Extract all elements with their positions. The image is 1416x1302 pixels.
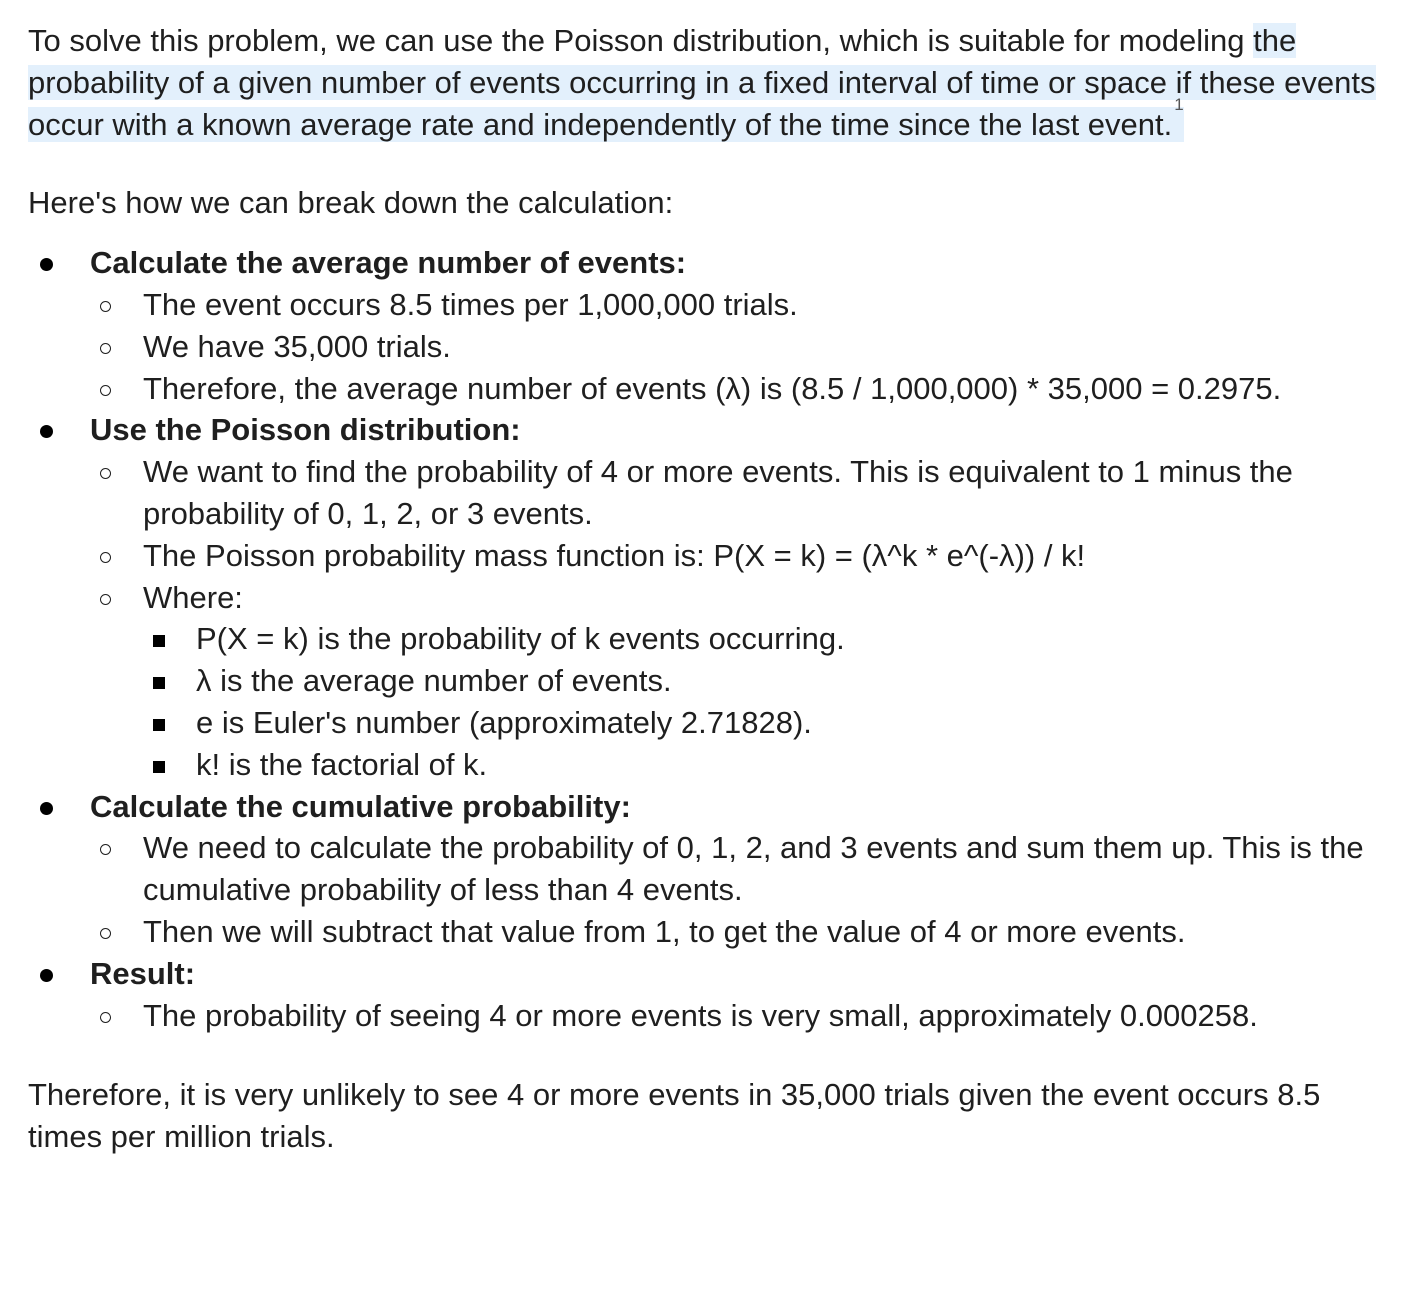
disc-bullet-icon bbox=[40, 425, 53, 438]
sub-item bbox=[90, 451, 1398, 535]
circle-bullet-icon bbox=[100, 594, 111, 605]
sub-item-text: We have 35,000 trials. bbox=[143, 328, 451, 364]
circle-bullet-icon bbox=[100, 385, 111, 396]
definition-item bbox=[143, 702, 1398, 744]
circle-bullet-icon bbox=[100, 552, 111, 563]
definition-item bbox=[143, 744, 1398, 786]
circle-bullet-icon bbox=[100, 844, 111, 855]
circle-bullet-icon bbox=[100, 343, 111, 354]
sub-item bbox=[90, 326, 1398, 368]
definition-text: e is Euler's number (approximately 2.71828). bbox=[196, 704, 812, 740]
sub-item bbox=[90, 911, 1398, 953]
disc-bullet-icon bbox=[40, 802, 53, 815]
sub-item-text: We need to calculate the probability of 0, 1, 2, and 3 events and sum them up. This is the cumulative probability of less than 4 events. bbox=[143, 830, 1364, 908]
steps-list bbox=[28, 242, 1398, 1036]
step-heading: Use the Poisson distribution: bbox=[90, 412, 521, 448]
disc-bullet-icon bbox=[40, 258, 53, 271]
circle-bullet-icon bbox=[100, 1012, 111, 1023]
sub-item-text: Therefore, the average number of events (λ) is (8.5 / 1,000,000) * 35,000 = 0.2975. bbox=[143, 370, 1282, 406]
sub-item bbox=[90, 368, 1398, 410]
sub-item-text: Where: bbox=[143, 579, 243, 615]
intro-paragraph bbox=[28, 20, 1398, 145]
sub-item-text: We want to find the probability of 4 or more events. This is equivalent to 1 minus the probability of 0, 1, 2, or 3 events. bbox=[143, 454, 1293, 531]
step-heading: Calculate the cumulative probability: bbox=[90, 788, 631, 824]
sub-item bbox=[90, 535, 1398, 577]
sub-list bbox=[90, 284, 1398, 409]
step-item bbox=[28, 786, 1398, 953]
square-bullet-icon bbox=[153, 761, 165, 773]
sub-list bbox=[90, 451, 1398, 785]
circle-bullet-icon bbox=[100, 928, 111, 939]
sub-item bbox=[90, 577, 1398, 786]
square-bullet-icon bbox=[153, 677, 165, 689]
document-body bbox=[28, 20, 1398, 1158]
sub-item bbox=[90, 284, 1398, 326]
sub-item-text: The probability of seeing 4 or more events is very small, approximately 0.000258. bbox=[143, 997, 1258, 1033]
square-bullet-icon bbox=[153, 635, 165, 647]
conclusion-paragraph: Therefore, it is very unlikely to see 4 or more events in 35,000 trials given the event occurs 8.5 times per million trials. bbox=[28, 1077, 1321, 1155]
sub-item bbox=[90, 827, 1398, 911]
sub-item-text: The Poisson probability mass function is: P(X = k) = (λ^k * e^(-λ)) / k! bbox=[143, 537, 1086, 573]
square-bullet-icon bbox=[153, 719, 165, 731]
sub-item-text: The event occurs 8.5 times per 1,000,000 trials. bbox=[143, 286, 798, 322]
intro-text: To solve this problem, we can use the Poisson distribution, which is suitable for modeling bbox=[28, 23, 1254, 58]
step-item bbox=[28, 242, 1398, 409]
highlighted-text: the probability of a given number of events occurring in a fixed interval of time or space if these events occur with a known average rate and independently of the time since the last event. bbox=[28, 23, 1376, 142]
step-heading: Result: bbox=[90, 955, 196, 991]
lead-paragraph: Here's how we can break down the calculation: bbox=[28, 185, 674, 221]
sub-item-text: Then we will subtract that value from 1, to get the value of 4 or more events. bbox=[143, 913, 1186, 949]
sub-item bbox=[90, 995, 1398, 1037]
definition-text: P(X = k) is the probability of k events occurring. bbox=[196, 621, 845, 657]
definition-item bbox=[143, 618, 1398, 660]
circle-bullet-icon bbox=[100, 301, 111, 312]
step-item bbox=[28, 409, 1398, 785]
step-heading: Calculate the average number of events: bbox=[90, 245, 687, 281]
definition-item bbox=[143, 660, 1398, 702]
sub-list bbox=[90, 995, 1398, 1037]
definition-text: λ is the average number of events. bbox=[196, 663, 672, 699]
circle-bullet-icon bbox=[100, 468, 111, 479]
definition-list bbox=[143, 618, 1398, 785]
definition-text: k! is the factorial of k. bbox=[196, 746, 488, 782]
disc-bullet-icon bbox=[40, 969, 53, 982]
citation-marker[interactable]: 1 bbox=[1174, 94, 1184, 114]
step-item bbox=[28, 953, 1398, 1037]
sub-list bbox=[90, 827, 1398, 952]
